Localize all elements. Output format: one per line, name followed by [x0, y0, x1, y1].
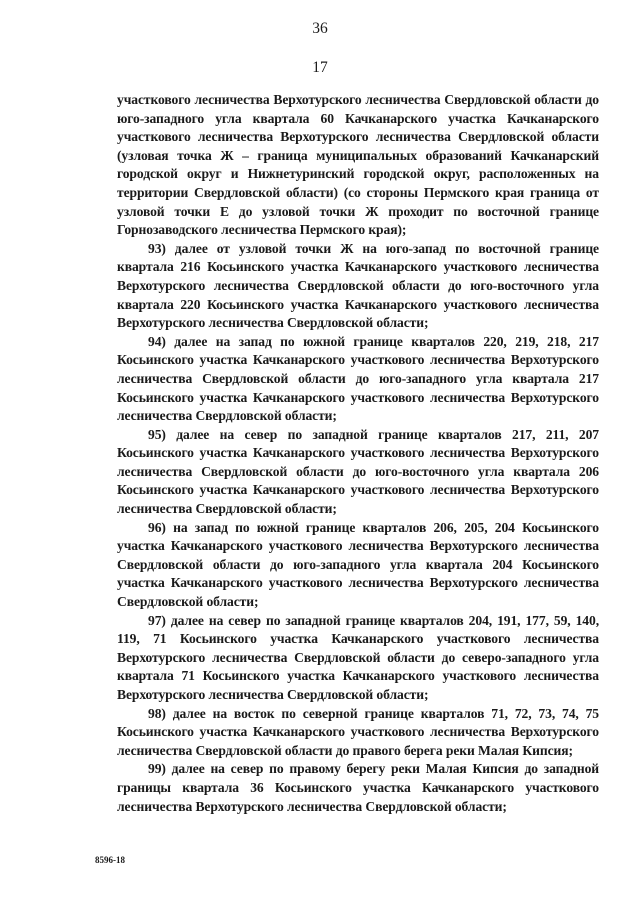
paragraph-item-98: 98) далее на восток по северной границе кварталов 71, 72, 73, 74, 75 Косьинского участка Качканарского участкового лесничества Верхотурского лесничества Свердловской области до правого берега реки Малая Кипсия; [117, 705, 599, 758]
paragraph-continuation: участкового лесничества Верхотурского лесничества Свердловской области до юго-западного угла квартала 60 Качканарского участка Качканарского участкового лесничества Верхотурского лесничества Свердловской области (узловая точка Ж – граница муниципальных образований Качканарский городской округ и Нижнетуринский городской округ, расположенных на территории Свердловской области) (со стороны Пермского края граница от узловой точки Е до узловой точки Ж проходит по восточной границе Горнозаводского лесничества Пермского края); [117, 92, 599, 238]
page-number-inner: 17 [312, 59, 328, 76]
paragraph-item-96: 96) на запад по южной границе кварталов 206, 205, 204 Косьинского участка Качканарского участкового лесничества Верхотурского лесничества Свердловской области до юго-западного угла квартала 204 Косьинского участка Качканарского участкового лесничества Верхотурского лесничества Свердловской области; [117, 519, 599, 610]
paragraph-item-94: 94) далее на запад по южной границе кварталов 220, 219, 218, 217 Косьинского участка Качканарского участкового лесничества Верхотурского лесничества Свердловской области до юго-западного угла квартала 217 Косьинского участка Качканарского участкового лесничества Верхотурского лесничества Свердловской области; [117, 333, 599, 424]
paragraph-item-97: 97) далее на север по западной границе кварталов 204, 191, 177, 59, 140, 119, 71 Косьинского участка Качканарского участкового лесничества Верхотурского лесничества Свердловской области до северо-западного угла квартала 71 Косьинского участка Качканарского участкового лесничества Верхотурского лесничества Свердловской области; [117, 612, 599, 702]
paragraph-item-93: 93) далее от узловой точки Ж на юго-запад по восточной границе квартала 216 Косьинского участка Качканарского участкового лесничества Верхотурского лесничества Свердловской области до юго-восточного угла квартала 220 Косьинского участка Качканарского участкового лесничества Верхотурского лесничества Свердловской области; [117, 240, 599, 331]
paragraph-item-95: 95) далее на север по западной границе кварталов 217, 211, 207 Косьинского участка Качканарского участкового лесничества Верхотурского лесничества Свердловской области до юго-восточного угла квартала 206 Косьинского участка Качканарского участкового лесничества Верхотурского лесничества Свердловской области; [117, 426, 599, 517]
document-code: 8596-18 [95, 855, 125, 865]
paragraph-item-99: 99) далее на север по правому берегу реки Малая Кипсия до западной границы квартала 36 Косьинского участка Качканарского участкового лесничества Верхотурского лесничества Свердловской области; [117, 761, 599, 814]
document-body [117, 91, 599, 816]
page-number-outer: 36 [312, 20, 328, 37]
